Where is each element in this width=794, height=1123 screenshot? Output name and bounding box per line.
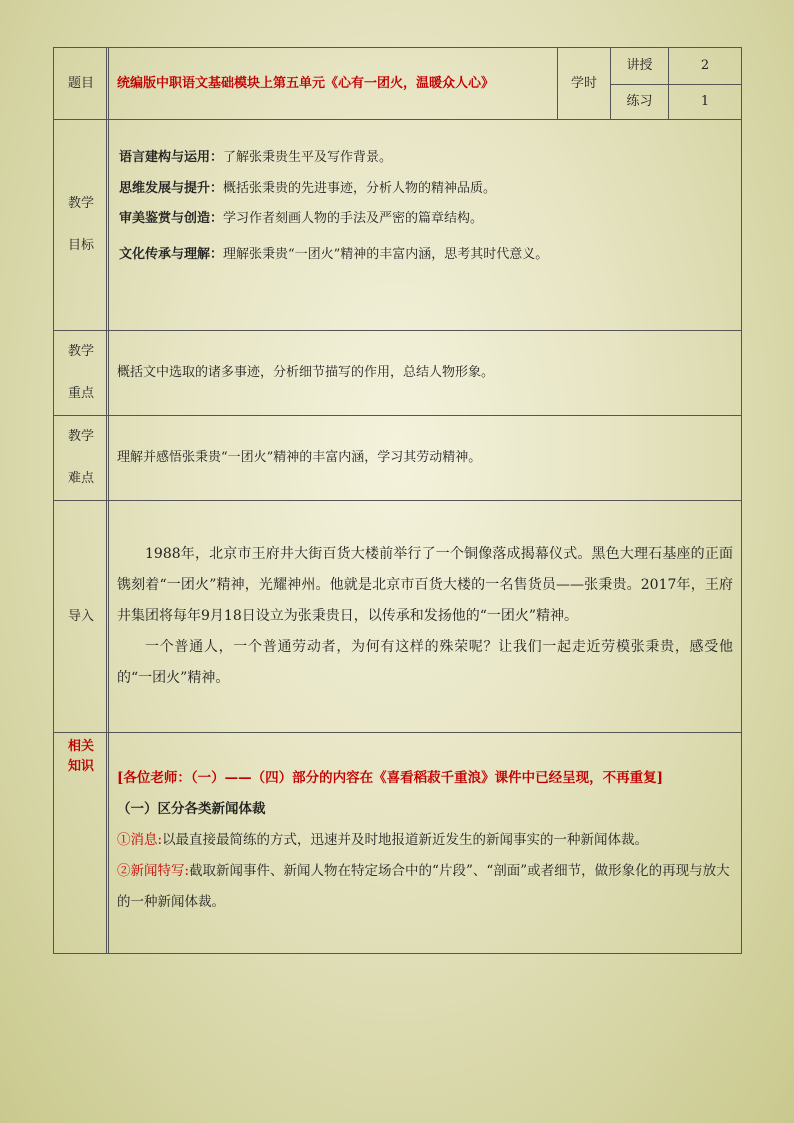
objective-item: 语言建构与运用：了解张秉贵生平及写作背景。 <box>119 150 393 165</box>
knowledge-item: ①消息:以最直接最简练的方式，迅速并及时地报道新近发生的新闻事实的一种新闻体裁。 <box>117 832 649 848</box>
knowledge-label: 相关知识 <box>54 733 109 954</box>
objective-item: 文化传承与理解：理解张秉贵“一团火”精神的丰富内涵，思考其时代意义。 <box>119 246 549 262</box>
topic-label: 题目 <box>54 48 109 120</box>
objective-item: 思维发展与提升：概括张秉贵的先进事迹，分析人物的精神品质。 <box>119 180 497 196</box>
difficulties-text: 理解并感悟张秉贵“一团火”精神的丰富内涵，学习其劳动精神。 <box>109 416 742 501</box>
intro-label: 导入 <box>54 501 109 733</box>
intro-paragraph: 1988年，北京市王府井大街百货大楼前举行了一个铜像落成揭幕仪式。黑色大理石基座的正面镌刻着“一团火”精神，光耀神州。他就是北京市百货大楼的一名售货员——张秉贵。2017年，王府井集团将每年9月18日设立为张秉贵日，以传承和发扬他的“一团火”精神。 <box>117 546 733 624</box>
intro-content <box>109 501 742 733</box>
knowledge-item: ②新闻特写:截取新闻事件、新闻人物在特定场合中的“片段”、“剖面”或者细节，做形象化的再现与放大的一种新闻体裁。 <box>117 863 730 910</box>
knowledge-content <box>109 733 742 954</box>
topic-title: 统编版中职语文基础模块上第五单元《心有一团火，温暖众人心》 <box>109 48 558 120</box>
key-points-text: 概括文中选取的诸多事迹，分析细节描写的作用，总结人物形象。 <box>109 331 742 416</box>
objectives-label <box>54 120 109 331</box>
objectives-label-text: 教学目标 <box>67 196 94 253</box>
lecture-hours: 2 <box>669 48 742 85</box>
lesson-plan-table <box>53 47 742 954</box>
difficulties-label: 教学难点 <box>54 416 109 501</box>
practice-label: 练习 <box>611 85 669 120</box>
hours-label: 学时 <box>558 48 611 120</box>
teacher-notice: [各位老师：（一）——（四）部分的内容在《喜看稻菽千重浪》课件中已经呈现，不再重复] <box>117 770 664 786</box>
intro-paragraph: 一个普通人，一个普通劳动者，为何有这样的殊荣呢？让我们一起走近劳模张秉贵，感受他的“一团火”精神。 <box>117 639 733 686</box>
practice-hours: 1 <box>669 85 742 120</box>
objective-item: 审美鉴赏与创造：学习作者刻画人物的手法及严密的篇章结构。 <box>119 211 484 226</box>
key-points-label: 教学重点 <box>54 331 109 416</box>
lecture-label: 讲授 <box>611 48 669 85</box>
objectives-content <box>109 120 742 331</box>
section-title: （一）区分各类新闻体裁 <box>117 801 266 817</box>
